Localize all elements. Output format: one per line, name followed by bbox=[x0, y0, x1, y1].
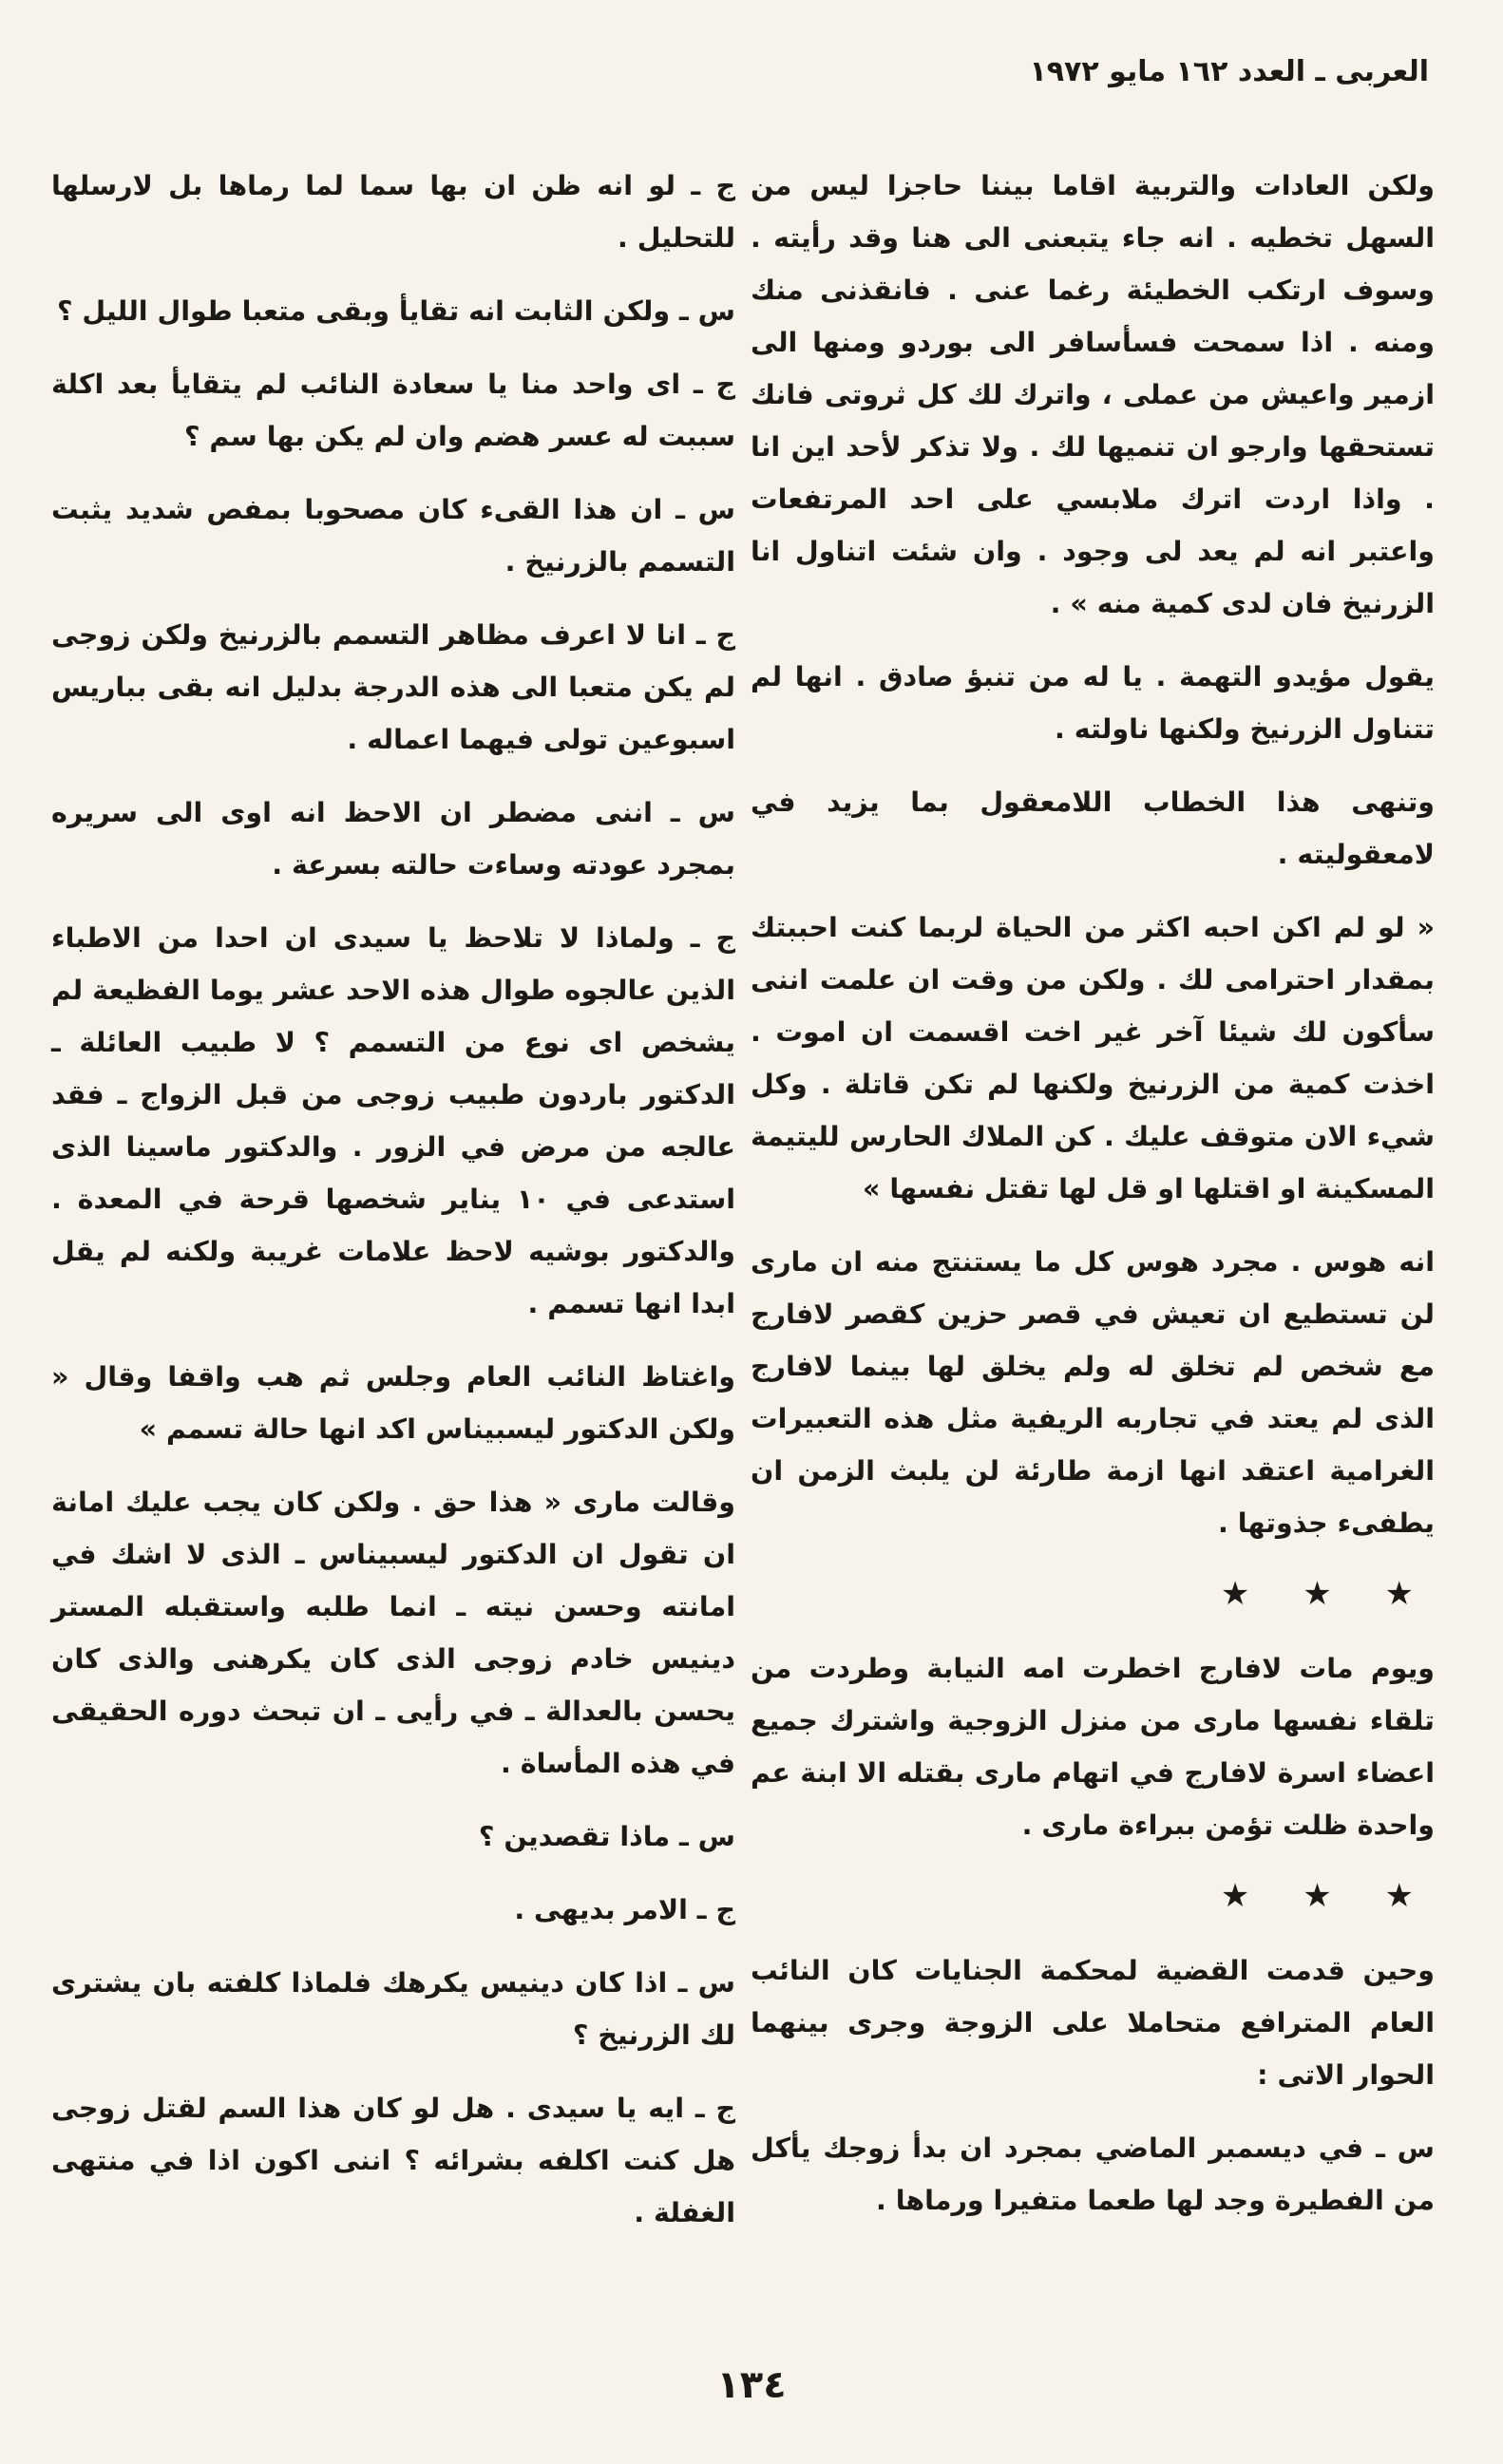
left-column bbox=[51, 160, 735, 2260]
paragraph: وتنهى هذا الخطاب اللامعقول بما يزيد في لامعقوليته . bbox=[751, 787, 1435, 870]
section-divider-stars: ★ ★ ★ bbox=[1220, 1575, 1435, 1613]
paragraph: « لو لم اكن احبه اكثر من الحياة لربما كنت احببتك بمقدار احترامى لك . ولكن من وقت ان علمت اننى سأكون لك شيئا آخر غير اخت اقسمت ان اموت . اخذت كمية من الزرنيخ ولكنها لم تكن قاتلة . وكل شيء الان متوقف عليك . كن الملاك الحارس لليتيمة المسكينة او اقتلها او قل لها تقتل نفسها » bbox=[751, 912, 1435, 1204]
paragraph: واغتاظ النائب العام وجلس ثم هب واقفا وقال « ولكن الدكتور ليسبيناس اكد انها حالة تسمم » bbox=[51, 1361, 735, 1445]
paragraph: يقول مؤيدو التهمة . يا له من تنبؤ صادق . انها لم تتناول الزرنيخ ولكنها ناولته . bbox=[751, 661, 1435, 745]
paragraph: ج ـ ولماذا لا تلاحظ يا سيدى ان احدا من الاطباء الذين عالجوه طوال هذه الاحد عشر يوما الفظيعة لم يشخص اى نوع من التسمم ؟ لا طبيب العائلة ـ الدكتور باردون طبيب زوجى من قبل الزواج ـ فقد عالجه من مرض في الزور . والدكتور ماسينا الذى استدعى في ١٠ يناير شخصها قرحة في المعدة . والدكتور بوشيه لاحظ علامات غريبة ولكنه لم يقل ابدا انها تسمم . bbox=[51, 922, 735, 1319]
paragraph: انه هوس . مجرد هوس كل ما يستنتج منه ان مارى لن تستطيع ان تعيش في قصر حزين كقصر لافارج مع شخص لم تخلق له ولم يخلق لها بينما لافارج الذى لم يعتد في تجاربه الريفية مثل هذه التعبيرات الغرامية اعتقد انها ازمة طارئة لن يلبث الزمن ان يطفىء جذوتها . bbox=[751, 1246, 1435, 1539]
paragraph: س ـ ان هذا القىء كان مصحوبا بمفص شديد يثبت التسمم بالزرنيخ . bbox=[51, 494, 735, 578]
paragraph: س ـ اذا كان دينيس يكرهك فلماذا كلفته بان يشترى لك الزرنيخ ؟ bbox=[51, 1967, 735, 2051]
paragraph: ج ـ الامر بديهى . bbox=[514, 1894, 735, 1925]
paragraph: وقالت مارى « هذا حق . ولكن كان يجب عليك امانة ان تقول ان الدكتور ليسبيناس ـ الذى لا اشك في امانته وحسن نيته ـ انما طلبه واستقبله المستر دينيس خادم زوجى الذى كان يكرهنى والذى كان يحسن بالعدالة ـ في رأيى ـ ان تبحث دوره الحقيقى في هذه المأساة . bbox=[51, 1487, 735, 1779]
paragraph: ويوم مات لافارج اخطرت امه النيابة وطردت من تلقاء نفسها مارى من منزل الزوجية واشترك جميع اعضاء اسرة لافارج في اتهام مارى بقتله الا ابنة عم واحدة ظلت تؤمن ببراءة مارى . bbox=[751, 1653, 1435, 1841]
page-number: ١٣٤ bbox=[716, 2363, 787, 2407]
section-divider-stars: ★ ★ ★ bbox=[1220, 1877, 1435, 1915]
paragraph: س ـ ولكن الثابت انه تقايأ وبقى متعبا طوال الليل ؟ bbox=[56, 295, 735, 327]
paragraph: س ـ اننى مضطر ان الاحظ انه اوى الى سريره بمجرد عودته وساءت حالته بسرعة . bbox=[51, 797, 735, 881]
paragraph: ج ـ ايه يا سيدى . هل لو كان هذا السم لقتل زوجى هل كنت اكلفه بشرائه ؟ اننى اكون اذا في منتهى الغفلة . bbox=[51, 2093, 735, 2228]
paragraph: ج ـ لو انه ظن ان بها سما لما رماها بل لارسلها للتحليل . bbox=[51, 170, 735, 254]
paragraph: س ـ في ديسمبر الماضي بمجرد ان بدأ زوجك يأكل من الفطيرة وجد لها طعما متفيرا ورماها . bbox=[751, 2132, 1435, 2216]
paragraph: س ـ ماذا تقصدين ؟ bbox=[478, 1821, 735, 1852]
paragraph: ج ـ اى واحد منا يا سعادة النائب لم يتقايأ بعد اكلة سببت له عسر هضم وان لم يكن بها سم ؟ bbox=[51, 369, 735, 452]
paragraph: وحين قدمت القضية لمحكمة الجنايات كان النائب العام المترافع متحاملا على الزوجة وجرى بينهما الحوار الاتى : bbox=[751, 1955, 1435, 2091]
paragraph: ولكن العادات والتربية اقاما بيننا حاجزا ليس من السهل تخطيه . انه جاء يتبعنى الى هنا وقد رأيته . وسوف ارتكب الخطيئة رغما عنى . فانقذنى منك ومنه . اذا سمحت فسأسافر الى بوردو ومنها الى ازمير واعيش من عملى ، واترك لك كل ثروتى فانك تستحقها وارجو ان تنميها لك . ولا تذكر لأحد اين انا . واذا اردت اترك ملابسي على احد المرتفعات واعتبر انه لم يعد لى وجود . وان شئت اتناول انا الزرنيخ فان لدى كمية منه » . bbox=[751, 170, 1435, 619]
paragraph: ج ـ انا لا اعرف مظاهر التسمم بالزرنيخ ولكن زوجى لم يكن متعبا الى هذه الدرجة بدليل انه بقى بباريس اسبوعين تولى فيهما اعماله . bbox=[51, 619, 735, 755]
running-header: العربى ـ العدد ١٦٢ مايو ١٩٧٢ bbox=[1029, 55, 1429, 88]
right-column bbox=[751, 160, 1435, 2247]
